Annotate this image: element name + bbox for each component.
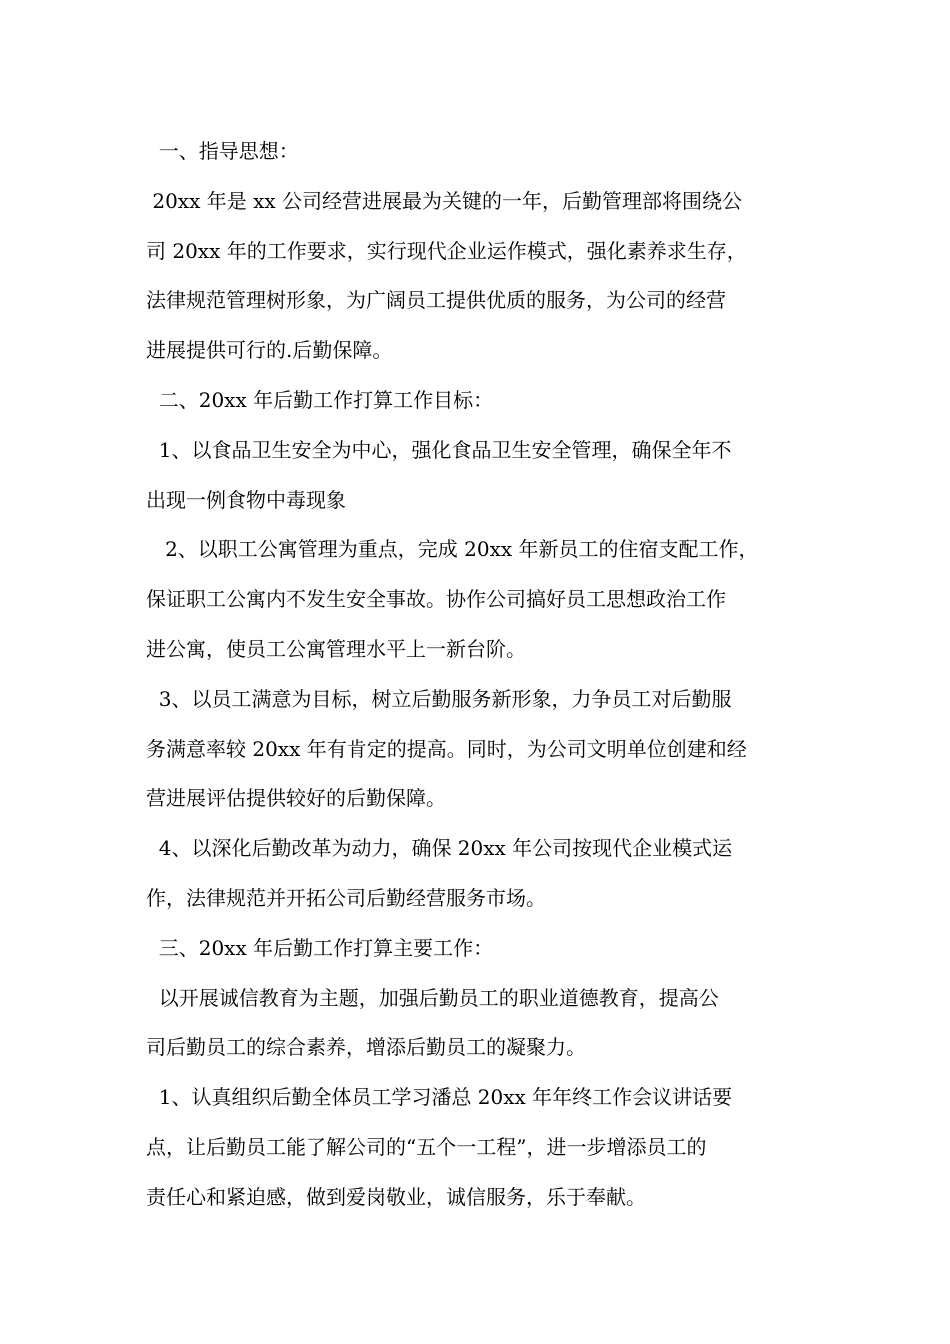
paragraph-main-work-intro — [146, 974, 810, 1074]
heading-guiding-ideology — [146, 127, 810, 177]
heading-work-goals — [146, 376, 810, 426]
text-line: 3、以员工满意为目标，树立后勤服务新形象，力争员工对后勤服 — [146, 686, 732, 711]
text-line: 1、以食品卫生安全为中心，强化食品卫生安全管理，确保全年不 — [146, 437, 732, 462]
document-body — [146, 127, 810, 1223]
heading-main-work — [146, 924, 810, 974]
paragraph-goal-2 — [146, 525, 810, 674]
text-line: 1、认真组织后勤全体员工学习潘总 20xx 年年终工作会议讲话要 — [146, 1085, 733, 1110]
text-line: 进公寓，使员工公寓管理水平上一新台阶。 — [146, 636, 526, 661]
text-line: 出现一例食物中毒现象 — [146, 487, 346, 512]
text-line: 务满意率较 20xx 年有肯定的提高。同时，为公司文明单位创建和经 — [146, 736, 747, 761]
paragraph-goal-1 — [146, 426, 810, 526]
text-line: 三、20xx 年后勤工作打算主要工作： — [146, 935, 494, 960]
paragraph-guiding-ideology-body — [146, 177, 810, 376]
text-line: 司 20xx 年的工作要求，实行现代企业运作模式，强化素养求生存， — [146, 238, 747, 263]
text-line: 一、指导思想： — [146, 139, 299, 163]
text-line: 进展提供可行的.后勤保障。 — [146, 338, 393, 363]
paragraph-goal-3 — [146, 675, 810, 824]
text-line: 保证职工公寓内不发生安全事故。协作公司搞好员工思想政治工作 — [146, 587, 726, 612]
text-line: 司后勤员工的综合素养，增添后勤员工的凝聚力。 — [146, 1035, 586, 1060]
text-line: 法律规范管理树形象，为广阔员工提供优质的服务，为公司的经营 — [146, 288, 726, 313]
text-line: 2、以职工公寓管理为重点，完成 20xx 年新员工的住宿支配工作， — [146, 537, 759, 562]
text-line: 4、以深化后勤改革为动力，确保 20xx 年公司按现代企业模式运 — [146, 836, 733, 861]
text-line: 责任心和紧迫感，做到爱岗敬业，诚信服务，乐于奉献。 — [146, 1184, 646, 1209]
text-line: 二、20xx 年后勤工作打算工作目标： — [146, 387, 494, 412]
text-line: 以开展诚信教育为主题，加强后勤员工的职业道德教育，提高公 — [146, 985, 719, 1010]
paragraph-goal-4 — [146, 824, 810, 924]
text-line: 作，法律规范并开拓公司后勤经营服务市场。 — [146, 885, 546, 910]
text-line: 点，让后勤员工能了解公司的“五个一工程”，进一步增添员工的 — [146, 1134, 707, 1159]
text-line: 营进展评估提供较好的后勤保障。 — [146, 786, 446, 811]
paragraph-main-work-1 — [146, 1073, 810, 1222]
text-line: 20xx 年是 xx 公司经营进展最为关键的一年，后勤管理部将围绕公 — [146, 188, 742, 213]
